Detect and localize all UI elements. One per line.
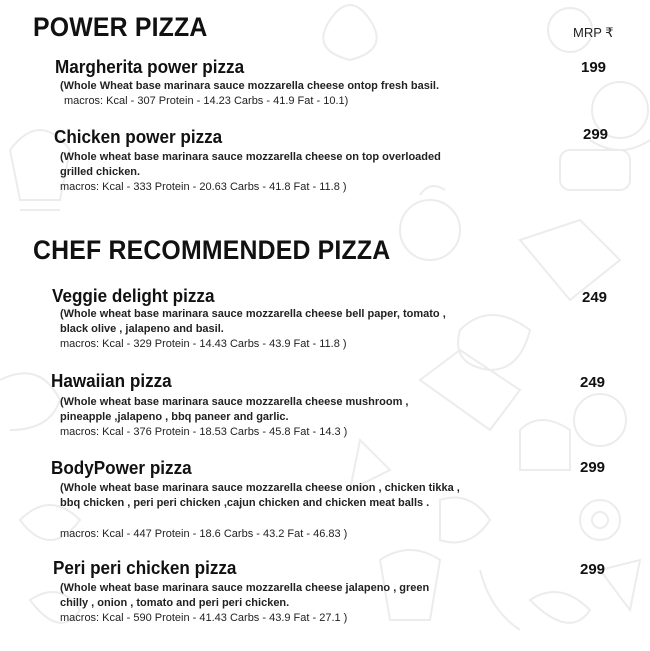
menu-item-name: Chicken power pizza [54,127,223,147]
menu-item-macros: macros: Kcal - 329 Protein - 14.43 Carbs - 43.9 Fat - 11.8 ) [60,338,347,350]
section-title-power-pizza: POWER PIZZA [33,12,208,42]
menu-item-price: 199 [581,59,607,76]
menu-item-price: 299 [580,459,606,476]
mrp-column-header: MRP ₹ [573,25,614,40]
menu-item-description: (Whole wheat base marinara sauce mozzarella cheese on top overloaded grilled chicken. [60,151,441,178]
menu-item-price: 299 [583,126,609,143]
menu-item-macros: macros: Kcal - 333 Protein - 20.63 Carbs - 41.8 Fat - 11.8 ) [60,181,347,193]
menu-item-name: Hawaiian pizza [51,371,172,391]
menu-item-name: Veggie delight pizza [52,286,215,306]
menu-item-macros: macros: Kcal - 376 Protein - 18.53 Carbs - 45.8 Fat - 14.3 ) [60,426,348,438]
menu-item-name: BodyPower pizza [51,458,192,478]
menu-item-price: 299 [580,561,606,578]
section-title-chef-recommended: CHEF RECOMMENDED PIZZA [33,235,391,265]
menu-item-macros: macros: Kcal - 590 Protein - 41.43 Carbs - 43.9 Fat - 27.1 ) [60,612,348,624]
menu-item-price: 249 [580,374,606,391]
menu-item-macros: macros: Kcal - 447 Protein - 18.6 Carbs - 43.2 Fat - 46.83 ) [60,528,348,540]
menu-item-macros: macros: Kcal - 307 Protein - 14.23 Carbs - 41.9 Fat - 10.1) [64,95,349,107]
menu-item-description: (Whole wheat base marinara sauce mozzarella cheese bell paper, tomato , black olive , jalapeno and basil. [60,308,446,335]
menu-item-name: Margherita power pizza [55,57,245,77]
menu-item-description: (Whole wheat base marinara sauce mozzarella cheese mushroom , pineapple ,jalapeno , bbq paneer and garlic. [60,396,409,423]
menu-item-description: (Whole Wheat base marinara sauce mozzarella cheese ontop fresh basil. [60,80,440,92]
menu-item-description: (Whole wheat base marinara sauce mozzarella cheese jalapeno , green chilly , onion , tomato and peri peri chicken. [60,582,430,609]
menu-item-name: Peri peri chicken pizza [53,558,237,578]
menu-item-description: (Whole wheat base marinara sauce mozzarella cheese onion , chicken tikka , bbq chicken , peri peri chicken ,cajun chicken and chicken meat balls . [60,482,460,509]
menu-item-price: 249 [582,289,608,306]
